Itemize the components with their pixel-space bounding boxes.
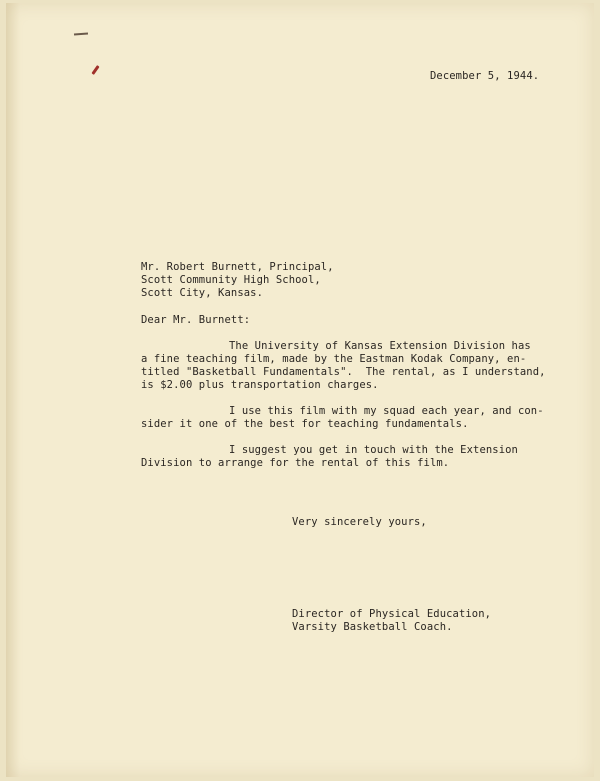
letter-page xyxy=(6,3,594,777)
salutation: Dear Mr. Burnett: xyxy=(141,314,251,326)
closing: Very sincerely yours, xyxy=(292,516,427,528)
letter-date: December 5, 1944. xyxy=(430,70,540,82)
signature-role: Varsity Basketball Coach. xyxy=(292,621,453,633)
paragraph-2-line-2: sider it one of the best for teaching fundamentals. xyxy=(141,418,469,430)
paragraph-3-line-2: Division to arrange for the rental of this film. xyxy=(141,457,450,469)
pencil-mark xyxy=(74,33,88,36)
paragraph-1-line-1: The University of Kansas Extension Division has xyxy=(229,340,531,352)
signature-title: Director of Physical Education, xyxy=(292,608,492,620)
paragraph-1-line-2: a fine teaching film, made by the Eastman Kodak Company, en- xyxy=(141,353,527,365)
paragraph-1-line-3: titled "Basketball Fundamentals". The rental, as I understand, xyxy=(141,366,546,378)
red-ink-mark xyxy=(91,65,99,75)
paragraph-2-line-1: I use this film with my squad each year, and con- xyxy=(229,405,544,417)
recipient-name: Mr. Robert Burnett, Principal, xyxy=(141,261,334,273)
paragraph-3-line-1: I suggest you get in touch with the Extension xyxy=(229,444,518,456)
paragraph-1-line-4: is $2.00 plus transportation charges. xyxy=(141,379,379,391)
edge-stain xyxy=(6,3,20,777)
recipient-school: Scott Community High School, xyxy=(141,274,321,286)
recipient-city: Scott City, Kansas. xyxy=(141,287,264,299)
